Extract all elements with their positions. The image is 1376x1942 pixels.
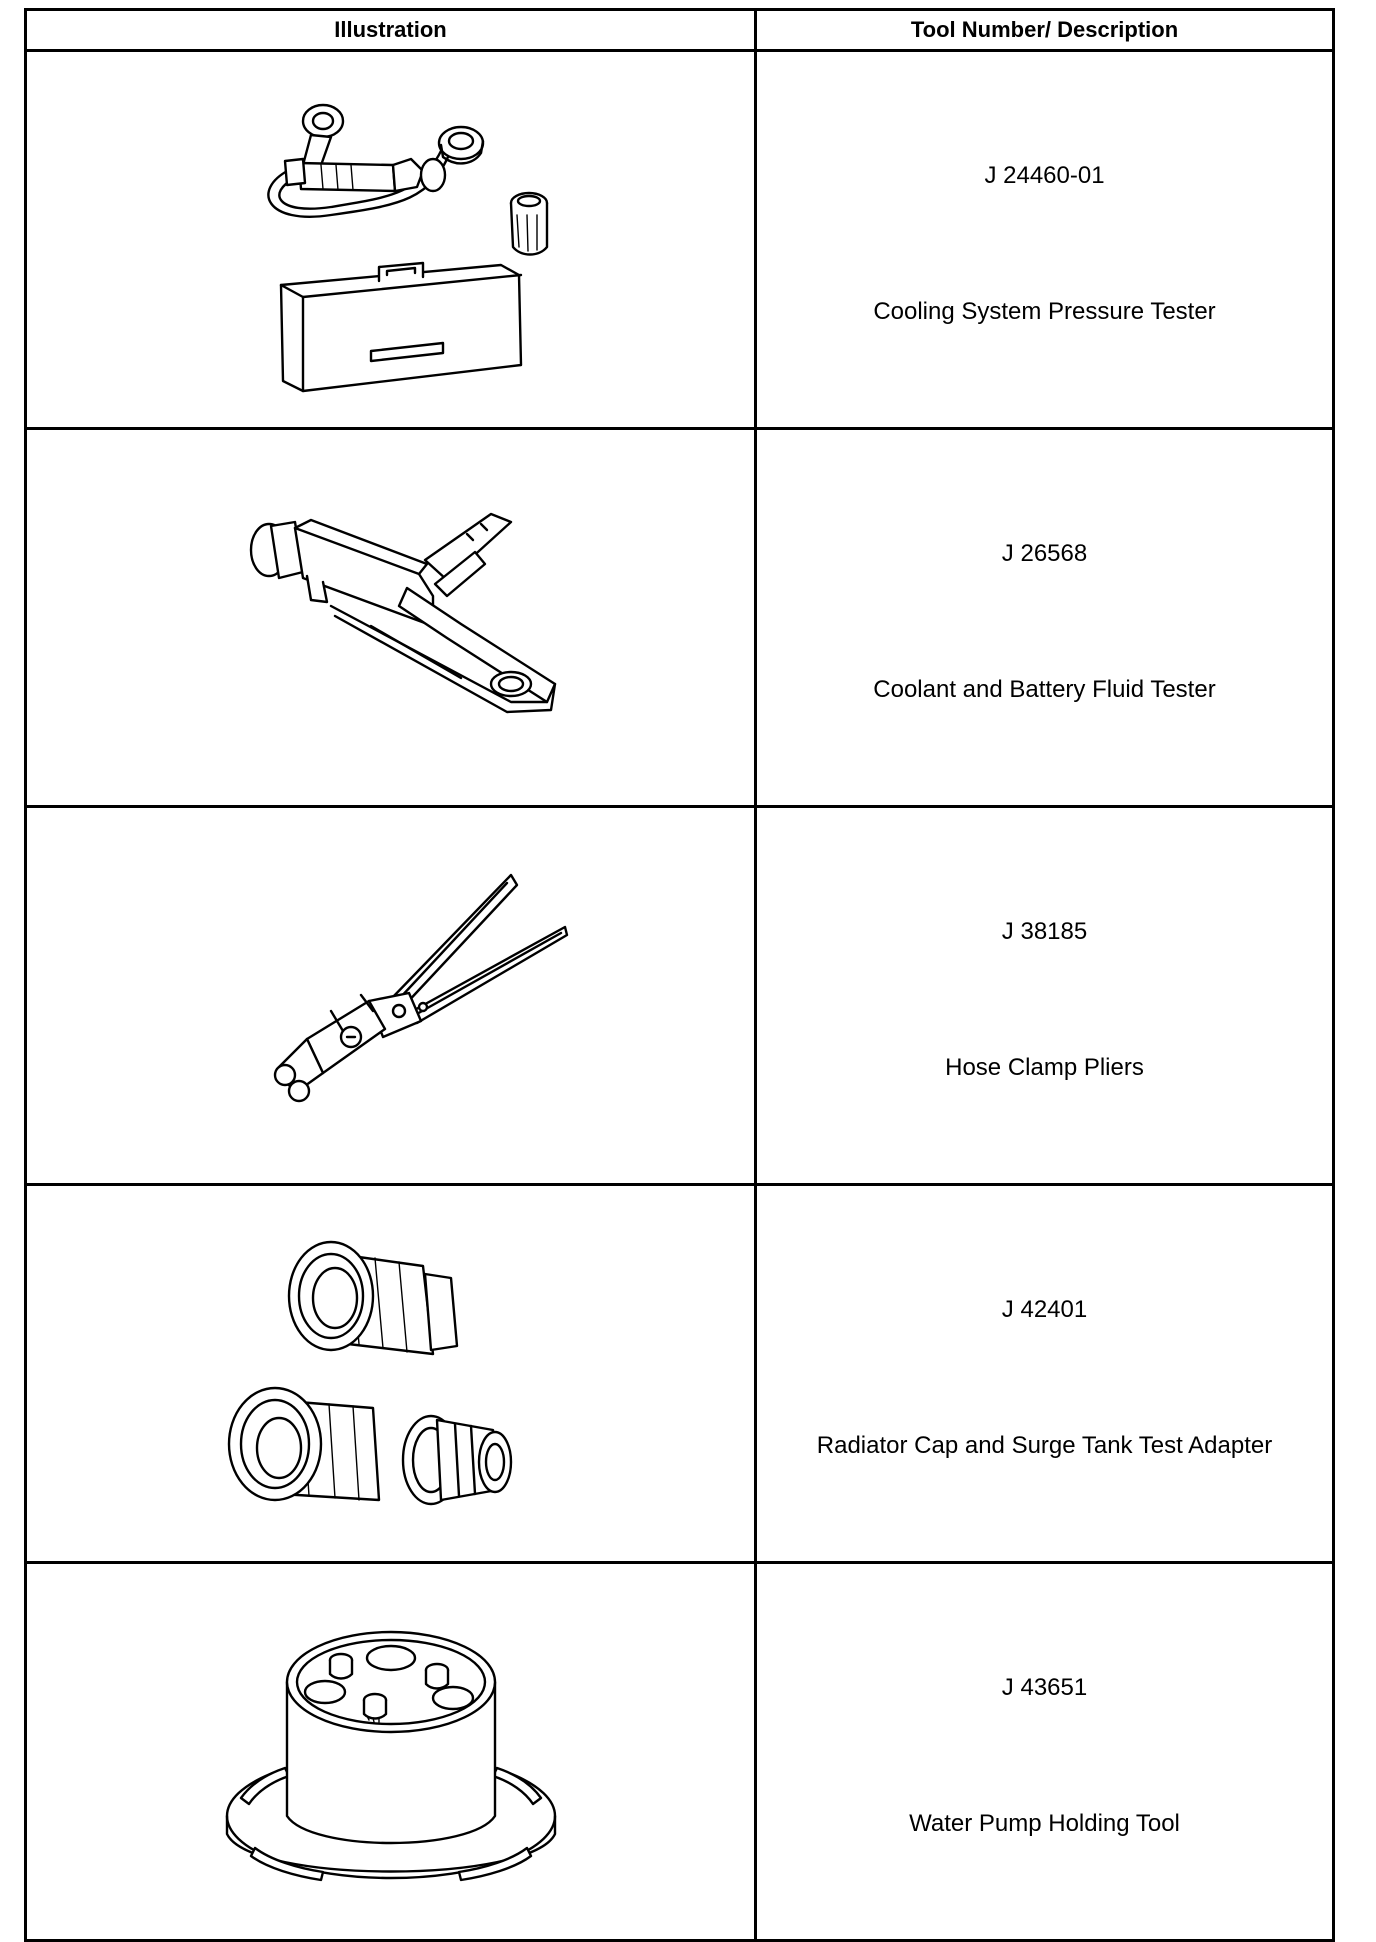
table-row: [26, 1563, 1334, 1941]
description-cell: [756, 807, 1334, 1185]
illustration-header: Illustration: [26, 10, 756, 51]
tool-description: Radiator Cap and Surge Tank Test Adapter: [816, 1432, 1273, 1459]
tool-description: Coolant and Battery Fluid Tester: [873, 676, 1216, 703]
tool-number-description-header: Tool Number/ Description: [756, 10, 1334, 51]
tool-description: Cooling System Pressure Tester: [873, 298, 1216, 325]
tool-number: J 38185: [1001, 918, 1088, 945]
illustration-cell: [26, 51, 756, 429]
table-row: [26, 1185, 1334, 1563]
test-adapter-icon: [211, 1204, 571, 1544]
illustration-cell: [26, 1563, 756, 1941]
tool-number: J 43651: [1001, 1674, 1088, 1701]
description-cell: [756, 51, 1334, 429]
illustration-cell: [26, 429, 756, 807]
tool-description: Hose Clamp Pliers: [945, 1054, 1144, 1081]
illustration-cell: [26, 807, 756, 1185]
illustration-cell: [26, 1185, 756, 1563]
fluid-tester-icon: [211, 488, 571, 748]
table-row: [26, 51, 1334, 429]
special-tools-table: [24, 8, 1335, 1942]
table-row: [26, 429, 1334, 807]
tool-number: J 26568: [1001, 540, 1088, 567]
tool-number: J 42401: [1001, 1296, 1088, 1323]
tool-number: J 24460-01: [984, 162, 1105, 189]
hose-clamp-pliers-icon: [211, 861, 571, 1131]
description-cell: [756, 1185, 1334, 1563]
water-pump-holding-tool-icon: [211, 1602, 571, 1902]
cooling-system-pressure-tester-icon: [211, 75, 571, 405]
table-header-row: [26, 10, 1334, 51]
description-cell: [756, 1563, 1334, 1941]
table-row: [26, 807, 1334, 1185]
description-cell: [756, 429, 1334, 807]
tool-description: Water Pump Holding Tool: [909, 1810, 1180, 1837]
